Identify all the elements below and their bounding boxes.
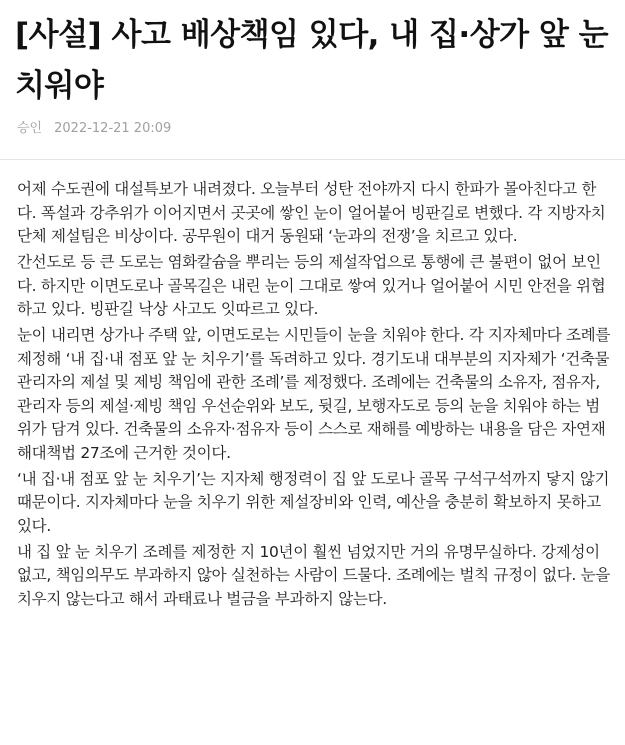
article-title: [사설] 사고 배상책임 있다, 내 집·상가 앞 눈 치워야 (15, 17, 609, 104)
article-paragraph: 간선도로 등 큰 도로는 염화칼슘을 뿌리는 등의 제설작업으로 통행에 큰 불편이 없어 보인다. 하지만 이면도로나 골목길은 내린 눈이 그대로 쌓여 있거나 얼어붙어 시민 안전을 위협하고 있다. 빙판길 낙상 사고도 잇따르고 있다. (17, 253, 606, 318)
article-paragraph: 어제 수도권에 대설특보가 내려졌다. 오늘부터 성탄 전야까지 다시 한파가 몰아친다고 한다. 폭설과 강추위가 이어지면서 곳곳에 쌓인 눈이 얼어붙어 빙판길로 변했다. 각 지방자치단체 제설팀은 비상이다. 공무원이 대거 동원돼 ‘눈과의 전쟁’을 치르고 있다. (17, 180, 606, 245)
article-paragraph: ‘내 집·내 점포 앞 눈 치우기’는 지자체 행정력이 집 앞 도로나 골목 구석구석까지 닿지 않기 때문이다. 지자체마다 눈을 치우기 위한 제설장비와 인력, 예산을 충분히 확보하지 못하고 있다. (17, 469, 610, 535)
meta-divider (0, 159, 625, 160)
article-datetime: 2022-12-21 20:09 (54, 121, 172, 136)
article-author: 승인 (17, 121, 43, 136)
article-paragraph: 눈이 내리면 상가나 주택 앞, 이면도로는 시민들이 눈을 치워야 한다. 각 지자체마다 조례를 제정해 ‘내 집·내 점포 앞 눈 치우기’를 독려하고 있다. 경기도내 대부분의 지자체가 ‘건축물관리자의 제설 및 제빙 책임에 관한 조례’를 제정했다. 조례에는 건축물의 소유자, 점유자, 관리자 등의 제설·제빙 책임 우선순위와 보도, 뒷길, 보행자도로 등의 눈을 치워야 하는 범위가 담겨 있다. 건축물의 소유자·점유자 등이 스스로 재해를 예방하는 내용을 담은 자연재해대책법 27조에 근거한 것이다. (17, 326, 611, 462)
article-meta (17, 121, 171, 137)
article-paragraph: 내 집 앞 눈 치우기 조례를 제정한 지 10년이 훨씬 넘었지만 거의 유명무실하다. 강제성이 없고, 책임의무도 부과하지 않아 실천하는 사람이 드물다. 조례에는 벌칙 규정이 없다. 눈을 치우지 않는다고 해서 과태료나 벌금을 부과하지 않는다. (17, 542, 611, 608)
article-body (17, 178, 613, 614)
